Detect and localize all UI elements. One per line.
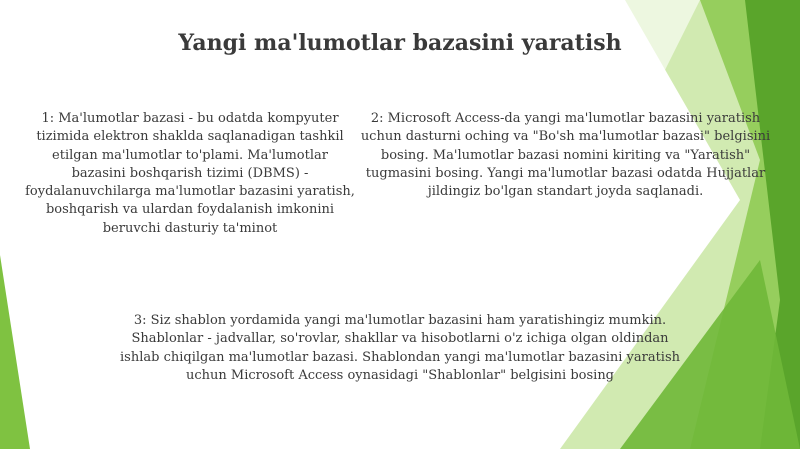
paragraph-templates: 3: Siz shablon yordamida yangi ma'lumotlar bazasini ham yaratishingiz mumkin. Shablonlar - jadvallar, so'rovlar, shakllar va hisobotlarni o'z ichiga olgan oldindan ishlab chiqilgan ma'lumotlar bazasi. Shablondan yangi ma'lumotlar bazasini yaratish uchun Microsoft Access oynasidagi "Shablonlar" belgisini bosing bbox=[120, 313, 680, 383]
paragraph-access-steps: 2: Microsoft Access-da yangi ma'lumotlar bazasini yaratish uchun dasturni oching va "Bo'sh ma'lumotlar bazasi" belgisini bosing. Ma'lumotlar bazasi nomini kiriting va "Yaratish" tugmasini bosing. Yangi ma'lumotlar bazasi odatda Hujjatlar jildingiz bo'lgan standart joyda saqlanadi. bbox=[360, 111, 771, 200]
slide-title: Yangi ma'lumotlar bazasini yaratish bbox=[178, 30, 622, 56]
paragraph-definition: 1: Ma'lumotlar bazasi - bu odatda kompyuter tizimida elektron shaklda saqlanadigan tashkil etilgan ma'lumotlar to'plami. Ma'lumotlar bazasini boshqarish tizimi (DBMS) - foydalanuvchilarga ma'lumotlar bazasini yaratish, boshqarish va ulardan foydalanish imkonini beruvchi dasturiy ta'minot bbox=[25, 111, 355, 236]
left-green-stripe bbox=[0, 255, 30, 449]
